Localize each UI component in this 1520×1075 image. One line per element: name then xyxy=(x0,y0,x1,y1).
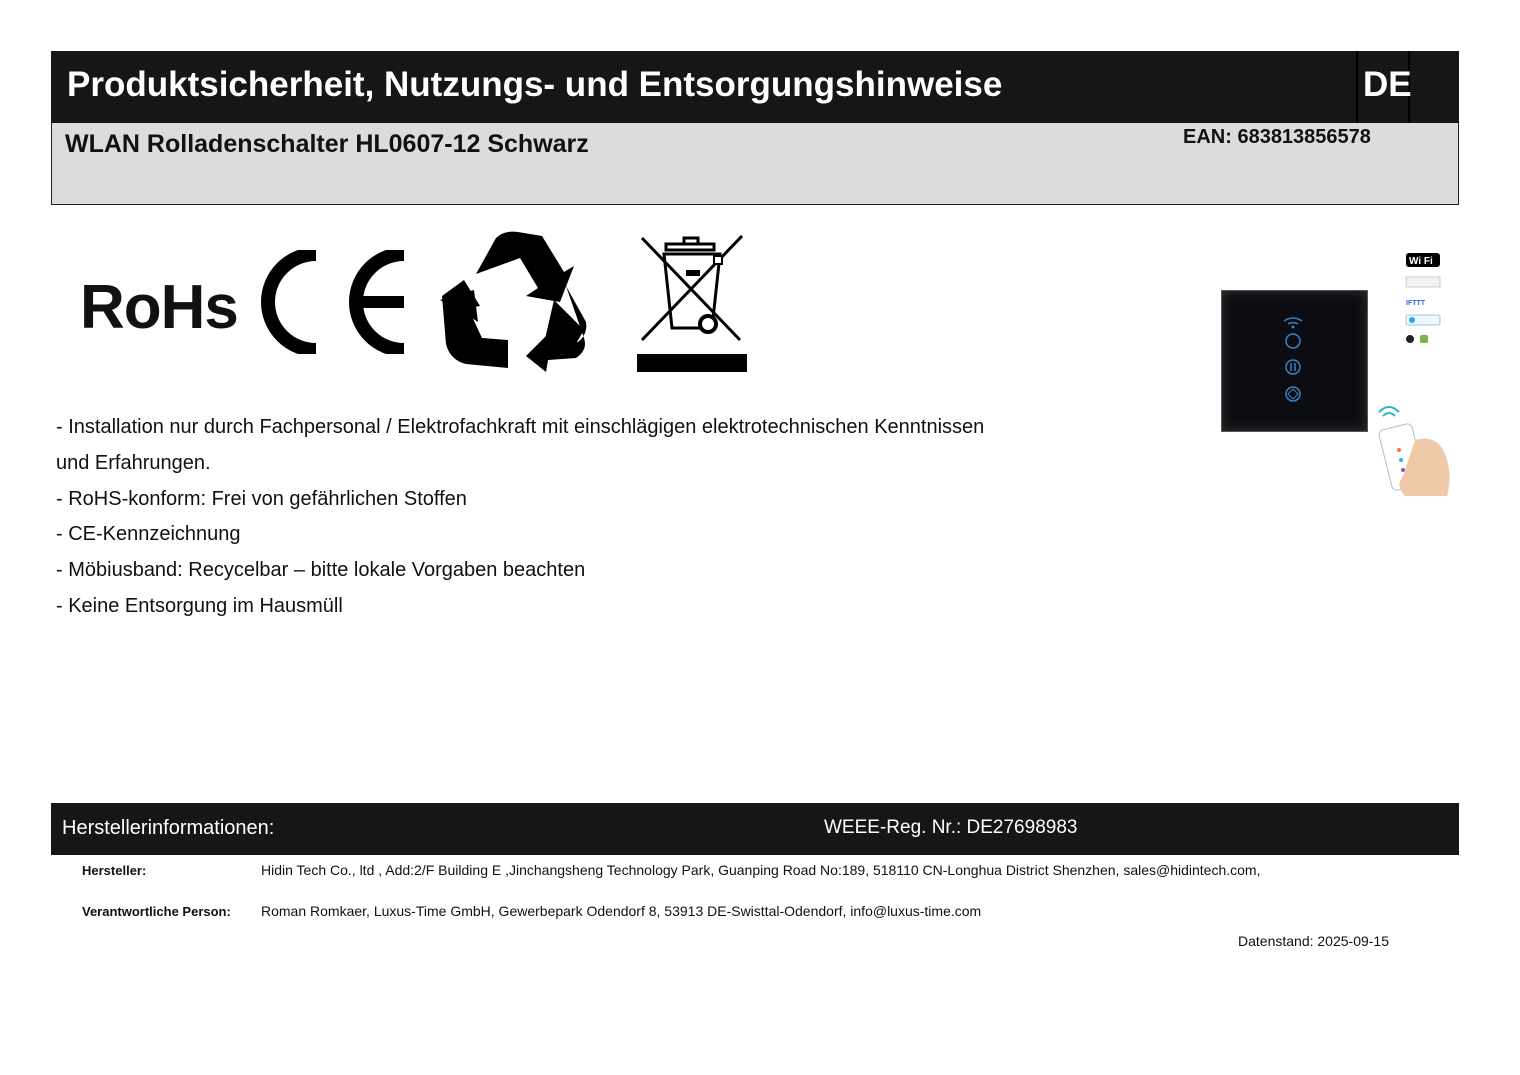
touch-panel-icons xyxy=(1222,291,1367,431)
data-date: Datenstand: 2025-09-15 xyxy=(1238,933,1389,949)
phone-in-hand-icon xyxy=(1375,400,1460,496)
language-box xyxy=(1356,51,1410,123)
note-line: - RoHS-konform: Frei von gefährlichen Stoffen xyxy=(56,487,467,510)
safety-notes xyxy=(56,410,984,625)
recycling-icon xyxy=(438,230,588,375)
manufacturer-value: Hidin Tech Co., ltd , Add:2/F Building E ,Jinchangsheng Technology Park, Guanping Road No:189, 518110 CN-Longhua District Shenzhen, sales@hidintech.com, xyxy=(261,862,1261,878)
header-bar xyxy=(51,51,1459,123)
manufacturer-key: Hersteller: xyxy=(82,863,147,878)
crossed-bin-icon xyxy=(636,232,748,374)
compatibility-badges xyxy=(1400,253,1445,358)
weee-registration: WEEE-Reg. Nr.: DE27698983 xyxy=(824,817,1078,838)
ifttt-logo-text: IFTTT xyxy=(1406,300,1426,307)
rohs-logo: RoHs xyxy=(80,273,238,342)
page-title: Produktsicherheit, Nutzungs- und Entsorgungshinweise xyxy=(67,65,1003,104)
ean-code: EAN: 683813856578 xyxy=(1183,126,1371,148)
note-line: - Installation nur durch Fachpersonal / Elektrofachkraft mit einschlägigen elektrotechnischen Kenntnissen xyxy=(56,416,985,438)
language-code: DE xyxy=(1363,65,1412,104)
responsible-person-key: Verantwortliche Person: xyxy=(82,904,231,919)
note-line: - Möbiusband: Recycelbar – bitte lokale Vorgaben beachten xyxy=(56,559,586,582)
manufacturer-info-bar xyxy=(51,803,1459,855)
note-line: - Keine Entsorgung im Hausmüll xyxy=(56,594,343,617)
product-image xyxy=(1221,290,1368,432)
note-line: - CE-Kennzeichnung xyxy=(56,523,241,546)
phone-app-image xyxy=(1375,400,1460,496)
note-line: und Erfahrungen. xyxy=(56,451,211,474)
compatibility-badge-icons xyxy=(1400,253,1445,353)
ce-mark-icon xyxy=(258,250,408,354)
product-bar xyxy=(51,123,1459,205)
manufacturer-info-label: Herstellerinformationen: xyxy=(62,817,275,839)
wifi-logo-text: Wi Fi xyxy=(1409,256,1433,267)
product-name: WLAN Rolladenschalter HL0607-12 Schwarz xyxy=(65,130,589,158)
responsible-person-value: Roman Romkaer, Luxus-Time GmbH, Gewerbepark Odendorf 8, 53913 DE-Swisttal-Odendorf, info@luxus-time.com xyxy=(261,903,982,919)
